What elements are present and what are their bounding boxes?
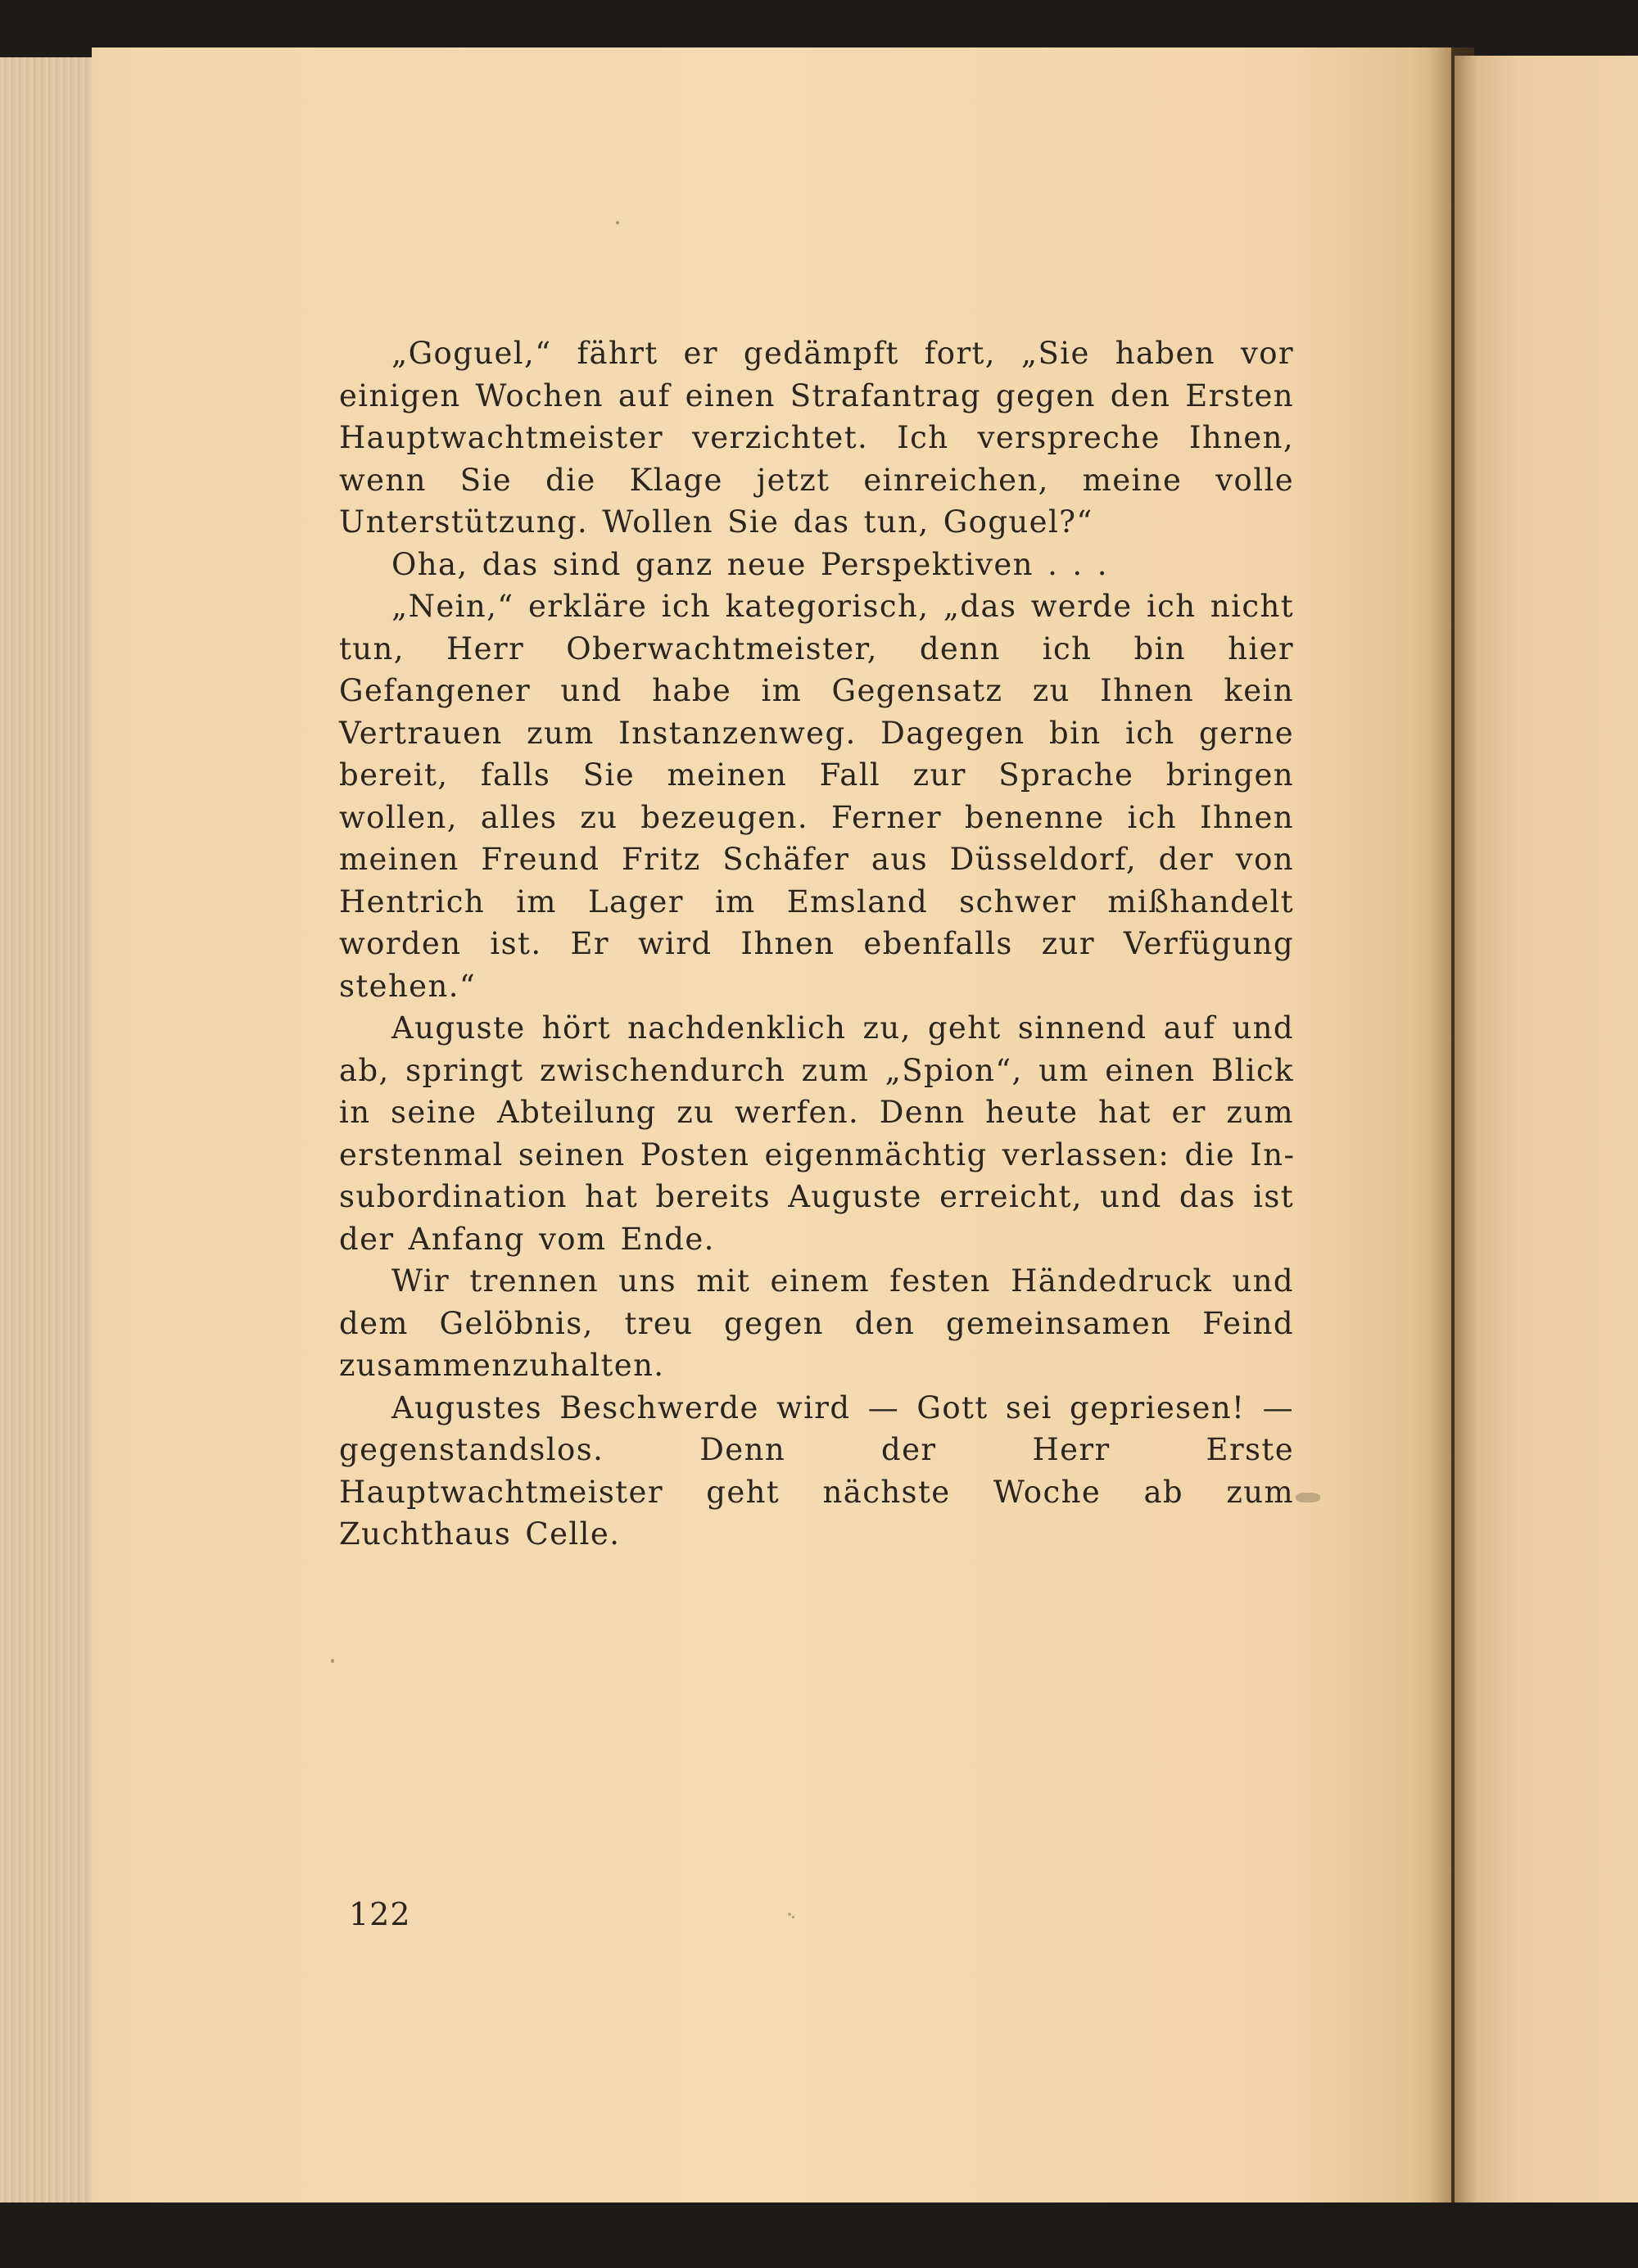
paragraph: Auguste hört nachdenklich zu, geht sinnend auf und ab, springt zwischendurch zum „Spion“, um einen Blick in seine Abteilung zu werfen. Denn heute hat er zum erstenmal seinen Posten eigenmächtig verlassen: die Insubordination hat bereits Auguste erreicht, und das ist der Anfang vom Ende. bbox=[339, 1010, 1294, 1257]
paper-speck bbox=[616, 221, 619, 224]
open-book bbox=[0, 47, 1638, 2202]
paper-speck bbox=[331, 1659, 334, 1663]
paragraph: „Nein,“ erkläre ich kategorisch, „das werde ich nicht tun, Herr Oberwachtmeister, denn ich bin hier Gefangener und habe im Gegensatz zu Ihnen kein Vertrauen zum Instanzenweg. Dagegen bin ich gerne bereit, falls Sie meinen Fall zur Sprache bringen wollen, alles zu bezeugen. Ferner benenne ich Ihnen meinen Freund Fritz Schäfer aus Düsseldorf, der von Hentrich im Lager im Emsland schwer mißhandelt worden ist. Er wird Ihnen ebenfalls zur Verfügung stehen.“ bbox=[339, 589, 1294, 1004]
body-text bbox=[339, 332, 1294, 1556]
paper-speck bbox=[1296, 1493, 1320, 1502]
paper-speck bbox=[792, 1916, 794, 1918]
facing-page-edge bbox=[1455, 56, 1638, 2202]
paper-speck bbox=[788, 1913, 791, 1916]
paragraph: „Goguel,“ fährt er gedämpft fort, „Sie haben vor einigen Wochen auf einen Strafantrag gegen den Ersten Hauptwachtmeister verzichtet. Ich verspreche Ihnen, wenn Sie die Klage jetzt einreichen, meine volle Unterstützung. Wollen Sie das tun, Goguel?“ bbox=[339, 336, 1294, 540]
page-edges-stack bbox=[0, 57, 98, 2202]
paragraph: Augustes Beschwerde wird — Gott sei gepriesen! — gegenstandslos. Denn der Herr Erste Hauptwachtmeister geht nächste Woche ab zum Zuchthaus Celle. bbox=[339, 1389, 1294, 1552]
paragraph: Oha, das sind ganz neue Perspektiven . . . bbox=[391, 546, 1108, 582]
paragraph: Wir trennen uns mit einem festen Händedruck und dem Gelöbnis, treu gegen den gemeinsamen Feind zusammenzuhalten. bbox=[339, 1263, 1294, 1383]
page-number: 122 bbox=[349, 1896, 411, 1932]
